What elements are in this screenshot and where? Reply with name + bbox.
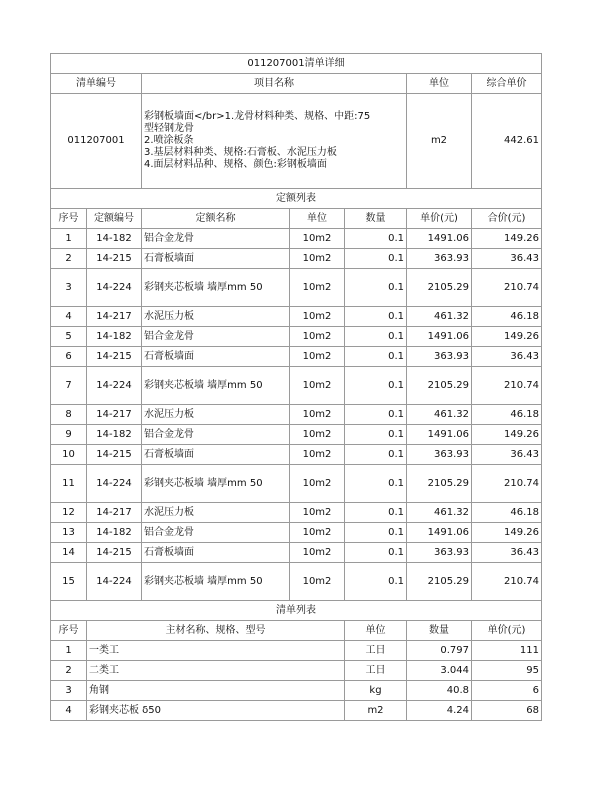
quota-total: 149.26 [472, 425, 542, 445]
quota-total: 210.74 [472, 465, 542, 503]
quota-total: 149.26 [472, 523, 542, 543]
quota-section-row [51, 189, 542, 209]
quota-row [51, 229, 542, 249]
quota-price: 363.93 [407, 347, 472, 367]
quota-qty: 0.1 [345, 465, 407, 503]
quota-row [51, 347, 542, 367]
quota-price: 461.32 [407, 405, 472, 425]
quota-price: 363.93 [407, 543, 472, 563]
quota-unit: 10m2 [290, 229, 345, 249]
quota-name: 铝合金龙骨 [142, 425, 290, 445]
quota-row [51, 503, 542, 523]
quota-no: 12 [51, 503, 87, 523]
quota-col-header: 单价(元) [407, 209, 472, 229]
quota-unit: 10m2 [290, 327, 345, 347]
quota-total: 46.18 [472, 405, 542, 425]
materials-section-row [51, 601, 542, 621]
material-no: 2 [51, 661, 87, 681]
material-row [51, 661, 542, 681]
quota-name: 石膏板墙面 [142, 249, 290, 269]
material-name: 彩钢夹芯板 δ50 [87, 701, 345, 721]
quota-row [51, 307, 542, 327]
quota-qty: 0.1 [345, 307, 407, 327]
quota-unit: 10m2 [290, 249, 345, 269]
material-price: 68 [472, 701, 542, 721]
quota-unit: 10m2 [290, 367, 345, 405]
quota-total: 36.43 [472, 445, 542, 465]
quota-price: 461.32 [407, 503, 472, 523]
quota-row [51, 543, 542, 563]
quota-code: 14-224 [87, 367, 142, 405]
quota-no: 10 [51, 445, 87, 465]
quota-price: 363.93 [407, 249, 472, 269]
quota-no: 14 [51, 543, 87, 563]
quota-no: 6 [51, 347, 87, 367]
quota-code: 14-224 [87, 269, 142, 307]
material-col-header: 主材名称、规格、型号 [87, 621, 345, 641]
quota-code: 14-224 [87, 563, 142, 601]
quota-total: 36.43 [472, 543, 542, 563]
material-col-header: 单价(元) [472, 621, 542, 641]
quota-no: 1 [51, 229, 87, 249]
code-header: 清单编号 [51, 74, 142, 94]
desc-line: 型轻钢龙骨 [144, 123, 194, 134]
quota-code: 14-215 [87, 347, 142, 367]
quota-unit: 10m2 [290, 307, 345, 327]
quota-qty: 0.1 [345, 327, 407, 347]
quota-qty: 0.1 [345, 503, 407, 523]
quota-no: 3 [51, 269, 87, 307]
quota-unit: 10m2 [290, 503, 345, 523]
quota-total: 46.18 [472, 307, 542, 327]
quota-no: 8 [51, 405, 87, 425]
quota-row [51, 367, 542, 405]
quota-name: 彩钢夹芯板墙 墙厚mm 50 [142, 367, 290, 405]
quota-total: 210.74 [472, 367, 542, 405]
item-unit: m2 [407, 94, 472, 189]
quota-col-header: 数量 [345, 209, 407, 229]
quota-code: 14-182 [87, 523, 142, 543]
quota-code: 14-215 [87, 445, 142, 465]
quota-unit: 10m2 [290, 347, 345, 367]
quota-section-title: 定额列表 [51, 189, 542, 209]
quota-no: 4 [51, 307, 87, 327]
quota-no: 5 [51, 327, 87, 347]
quota-row [51, 327, 542, 347]
quota-total: 210.74 [472, 269, 542, 307]
material-price: 6 [472, 681, 542, 701]
name-header: 项目名称 [142, 74, 407, 94]
desc-line: 彩钢板墙面</br>1.龙骨材料种类、规格、中距:75 [144, 111, 371, 122]
quota-no: 9 [51, 425, 87, 445]
material-col-header: 数量 [407, 621, 472, 641]
quota-row [51, 523, 542, 543]
quota-row [51, 563, 542, 601]
price-header: 综合单价 [472, 74, 542, 94]
material-price: 95 [472, 661, 542, 681]
quota-code: 14-224 [87, 465, 142, 503]
quota-code: 14-215 [87, 543, 142, 563]
quota-total: 149.26 [472, 327, 542, 347]
quota-col-header: 序号 [51, 209, 87, 229]
material-row [51, 701, 542, 721]
material-qty: 40.8 [407, 681, 472, 701]
materials-header-row [51, 621, 542, 641]
quota-code: 14-217 [87, 307, 142, 327]
quota-name: 铝合金龙骨 [142, 523, 290, 543]
quota-no: 13 [51, 523, 87, 543]
quota-col-header: 定额名称 [142, 209, 290, 229]
quota-price: 2105.29 [407, 269, 472, 307]
quota-qty: 0.1 [345, 445, 407, 465]
quota-code: 14-217 [87, 405, 142, 425]
quota-unit: 10m2 [290, 445, 345, 465]
quota-qty: 0.1 [345, 367, 407, 405]
quota-name: 彩钢夹芯板墙 墙厚mm 50 [142, 563, 290, 601]
quota-row [51, 425, 542, 445]
material-unit: 工日 [345, 661, 407, 681]
quota-no: 11 [51, 465, 87, 503]
quota-row [51, 405, 542, 425]
quota-col-header: 定额编号 [87, 209, 142, 229]
quota-row [51, 445, 542, 465]
quota-unit: 10m2 [290, 523, 345, 543]
quota-header-row [51, 209, 542, 229]
quota-code: 14-215 [87, 249, 142, 269]
quota-code: 14-217 [87, 503, 142, 523]
material-no: 3 [51, 681, 87, 701]
quota-price: 2105.29 [407, 563, 472, 601]
material-row [51, 641, 542, 661]
material-col-header: 序号 [51, 621, 87, 641]
quota-price: 1491.06 [407, 523, 472, 543]
material-qty: 0.797 [407, 641, 472, 661]
quota-total: 210.74 [472, 563, 542, 601]
materials-section-title: 清单列表 [51, 601, 542, 621]
item-code: 011207001 [51, 94, 142, 189]
bill-detail-table [50, 53, 542, 721]
material-name: 角钢 [87, 681, 345, 701]
quota-col-header: 单位 [290, 209, 345, 229]
quota-unit: 10m2 [290, 543, 345, 563]
quota-code: 14-182 [87, 327, 142, 347]
quota-total: 36.43 [472, 347, 542, 367]
quota-name: 铝合金龙骨 [142, 229, 290, 249]
material-name: 二类工 [87, 661, 345, 681]
desc-line: 2.喷涂板条 [144, 135, 194, 146]
quota-row [51, 249, 542, 269]
quota-code: 14-182 [87, 425, 142, 445]
quota-qty: 0.1 [345, 229, 407, 249]
quota-qty: 0.1 [345, 249, 407, 269]
item-row [51, 94, 542, 189]
quota-col-header: 合价(元) [472, 209, 542, 229]
quota-qty: 0.1 [345, 347, 407, 367]
material-name: 一类工 [87, 641, 345, 661]
quota-no: 7 [51, 367, 87, 405]
material-col-header: 单位 [345, 621, 407, 641]
quota-name: 水泥压力板 [142, 503, 290, 523]
quota-qty: 0.1 [345, 269, 407, 307]
item-description [142, 94, 407, 189]
material-no: 1 [51, 641, 87, 661]
item-header-row [51, 74, 542, 94]
quota-code: 14-182 [87, 229, 142, 249]
unit-header: 单位 [407, 74, 472, 94]
quota-total: 36.43 [472, 249, 542, 269]
quota-price: 1491.06 [407, 229, 472, 249]
quota-name: 石膏板墙面 [142, 347, 290, 367]
material-unit: m2 [345, 701, 407, 721]
quota-price: 2105.29 [407, 465, 472, 503]
title-row [51, 54, 542, 74]
quota-qty: 0.1 [345, 543, 407, 563]
quota-name: 彩钢夹芯板墙 墙厚mm 50 [142, 269, 290, 307]
quota-name: 水泥压力板 [142, 307, 290, 327]
quota-price: 1491.06 [407, 425, 472, 445]
material-unit: kg [345, 681, 407, 701]
material-qty: 4.24 [407, 701, 472, 721]
quota-name: 水泥压力板 [142, 405, 290, 425]
quota-row [51, 465, 542, 503]
quota-unit: 10m2 [290, 563, 345, 601]
quota-name: 铝合金龙骨 [142, 327, 290, 347]
quota-qty: 0.1 [345, 405, 407, 425]
quota-price: 1491.06 [407, 327, 472, 347]
quota-unit: 10m2 [290, 269, 345, 307]
quota-name: 彩钢夹芯板墙 墙厚mm 50 [142, 465, 290, 503]
material-row [51, 681, 542, 701]
quota-price: 363.93 [407, 445, 472, 465]
page-title: 011207001清单详细 [51, 54, 542, 74]
desc-line: 3.基层材料种类、规格:石膏板、水泥压力板 [144, 147, 337, 158]
quota-price: 461.32 [407, 307, 472, 327]
quota-qty: 0.1 [345, 563, 407, 601]
quota-total: 149.26 [472, 229, 542, 249]
quota-qty: 0.1 [345, 523, 407, 543]
quota-no: 2 [51, 249, 87, 269]
quota-name: 石膏板墙面 [142, 543, 290, 563]
quota-unit: 10m2 [290, 405, 345, 425]
material-qty: 3.044 [407, 661, 472, 681]
quota-qty: 0.1 [345, 425, 407, 445]
quota-total: 46.18 [472, 503, 542, 523]
quota-unit: 10m2 [290, 425, 345, 445]
material-unit: 工日 [345, 641, 407, 661]
quota-no: 15 [51, 563, 87, 601]
quota-name: 石膏板墙面 [142, 445, 290, 465]
material-price: 111 [472, 641, 542, 661]
quota-row [51, 269, 542, 307]
material-no: 4 [51, 701, 87, 721]
item-price: 442.61 [472, 94, 542, 189]
quota-price: 2105.29 [407, 367, 472, 405]
quota-unit: 10m2 [290, 465, 345, 503]
desc-line: 4.面层材料品种、规格、颜色:彩钢板墙面 [144, 159, 327, 170]
